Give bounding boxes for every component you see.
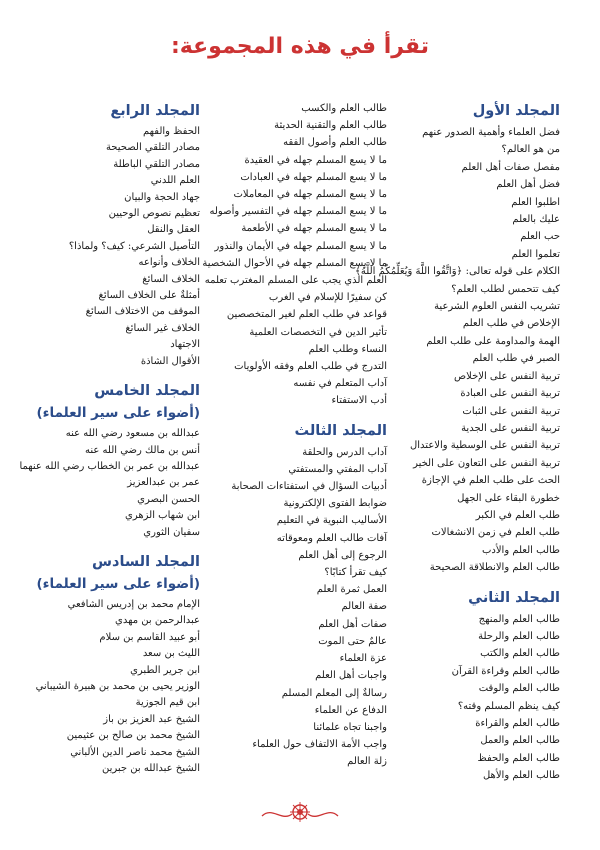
topic-item: تعلموا العلم <box>511 248 560 260</box>
topic-item: خطورة البقاء على الجهل <box>457 492 560 504</box>
topic-item: الهمة والمداومة على طلب العلم <box>426 335 560 347</box>
topic-item: طالب العلم والتقنية الحديثة <box>274 120 387 132</box>
ornament-icon <box>260 800 340 824</box>
topic-item: أمثلةٌ على الخلاف السائغ <box>98 290 200 302</box>
topic-item: عمر بن عبدالعزيز <box>127 477 200 489</box>
volume-section <box>35 553 200 777</box>
topic-item: تربية النفس على العبادة <box>460 388 560 400</box>
topic-item: ما لا يسع المسلم جهله في الأحوال الشخصية <box>202 257 387 269</box>
topic-item: العلم اللدني <box>150 175 200 187</box>
topic-item: الخلاف وأنواعه <box>138 257 200 269</box>
topic-item: الشيخ محمد ناصر الدين الألباني <box>70 746 200 758</box>
topic-item: تربية النفس على الجدية <box>461 422 560 434</box>
topic-item: كيف تقرأ كتابًا؟ <box>324 567 387 579</box>
topic-item: تربية النفس على الوسطية والاعتدال <box>410 440 560 452</box>
topic-item: ابن جرير الطبري <box>130 664 200 676</box>
topic-item: عبدالله بن عمر بن الخطاب رضي الله عنهما <box>19 460 200 472</box>
topic-item: طالب العلم والأدب <box>481 544 560 556</box>
volume-subtitle: (أضواء على سير العلماء) <box>36 575 200 592</box>
topic-item: العقل والنقل <box>147 224 200 236</box>
topic-list <box>35 124 200 370</box>
topic-item: قواعد في طلب العلم لغير المتخصصين <box>226 309 387 321</box>
topic-item: اطلبوا العلم <box>511 196 560 208</box>
topic-item: عالمٌ حتى الموت <box>318 635 387 647</box>
column-middle <box>202 100 387 783</box>
volume-section <box>212 422 387 771</box>
topic-item: الليث بن سعد <box>142 648 200 660</box>
topic-item: فضل العلماء وأهمية الصدور عنهم <box>422 127 560 138</box>
topic-item: الكلام على قوله تعالى: ﴿وَاتَّقُوا اللَّهَ وَيُعَلِّمُكُمُ اللَّهُ﴾ <box>355 266 560 278</box>
topic-item: آداب الدرس والحلقة <box>302 446 387 458</box>
volume-title: المجلد الثاني <box>468 589 560 606</box>
volume-subtitle: (أضواء على سير العلماء) <box>36 405 200 422</box>
page-title: تقرأ في هذه المجموعة: <box>170 34 430 59</box>
topic-item: واجبنا تجاه علمائنا <box>313 721 387 733</box>
topic-item: طالب العلم والعمل <box>480 735 560 747</box>
topic-item: طالب العلم والكسب <box>301 103 387 114</box>
topic-item: ما لا يسع المسلم جهله في الأيمان والنذور <box>214 240 387 252</box>
topic-item: طالب العلم والانطلاقة الصحيحة <box>429 562 560 574</box>
topic-item: الشيخ عبدالله بن جبرين <box>102 763 200 774</box>
topic-item: مصادر التلقي الباطلة <box>113 158 200 170</box>
topic-item: ابن شهاب الزهري <box>125 510 200 522</box>
volume-title: المجلد الرابع <box>110 103 200 119</box>
volume-section <box>35 102 200 370</box>
topic-item: طالب العلم والرحلة <box>478 630 560 642</box>
topic-item: مفصل صفات أهل العلم <box>461 161 560 173</box>
topic-item: كيف ينظم المسلم وقته؟ <box>457 700 560 712</box>
topic-item: ما لا يسع المسلم جهله في العقيدة <box>244 154 387 166</box>
topic-item: الوزير يحيى بن محمد بن هبيرة الشيباني <box>35 680 200 692</box>
volume-title: المجلد الأول <box>472 103 560 119</box>
volume-section <box>19 382 200 541</box>
topic-list <box>395 611 560 785</box>
topic-item: تربية النفس على التعاون على الخير <box>413 457 560 469</box>
topic-item: من هو العالم؟ <box>501 144 560 156</box>
topic-item: الإخلاص في طلب العلم <box>462 318 560 330</box>
topic-item: العلم الذي يجب على المسلم المغترب تعلمه <box>204 275 387 287</box>
topic-item: عزة العلماء <box>339 653 387 665</box>
topic-item: طالب العلم والأهل <box>482 770 560 782</box>
topic-item: ضوابط الفتوى الإلكترونية <box>283 498 387 510</box>
topic-item: رسالةٌ إلى المعلم المسلم <box>281 687 387 699</box>
topic-item: ما لا يسع المسلم جهله في العبادات <box>240 171 387 183</box>
topic-list <box>212 444 387 771</box>
volume-section <box>202 100 387 410</box>
topic-item: آداب المتعلم في نفسه <box>293 378 387 390</box>
topic-item: واجب الأمة الالتفاف حول العلماء <box>252 739 387 751</box>
topic-item: الصبر في طلب العلم <box>472 353 560 365</box>
topic-item: الشيخ محمد بن صالح بن عثيمين <box>66 730 200 742</box>
topic-item: التأصيل الشرعي: كيف؟ ولماذا؟ <box>68 240 200 252</box>
topic-item: آفات طالب العلم ومعوقاته <box>276 532 387 544</box>
topic-item: التدرج في طلب العلم وفقه الأولويات <box>234 361 387 373</box>
topic-item: تشريب النفس العلوم الشرعية <box>434 301 560 313</box>
topic-item: تربية النفس على الإخلاص <box>454 370 560 382</box>
topic-item: طالب العلم والمنهج <box>478 613 560 625</box>
topic-item: عبدالله بن مسعود رضي الله عنه <box>65 428 200 440</box>
topic-item: زلة العالم <box>347 756 387 768</box>
topic-item: سفيان الثوري <box>143 526 200 538</box>
topic-item: طلب العلم في الكبر <box>475 509 560 521</box>
topic-item: النساء وطلب العلم <box>308 343 387 355</box>
topic-item: طالب العلم والحفظ <box>477 752 560 764</box>
topic-item: تأثير الدين في التخصصات العلمية <box>249 326 387 338</box>
topic-list <box>202 100 387 410</box>
topic-item: حب العلم <box>520 231 560 243</box>
topic-item: آداب المفتي والمستفتي <box>288 463 387 475</box>
topic-item: الحفظ والفهم <box>143 126 200 137</box>
topic-item: الاجتهاد <box>170 339 200 351</box>
topic-item: مصادر التلقي الصحيحة <box>105 142 200 154</box>
topic-item: الخلاف السائغ <box>142 273 200 285</box>
topic-item: الحث على طلب العلم في الإجازة <box>421 475 560 487</box>
volume-section <box>395 589 560 785</box>
volume-title: المجلد الثالث <box>294 422 387 439</box>
topic-item: طالب العلم والقراءة <box>475 718 560 729</box>
topic-item: أبو عبيد القاسم بن سلام <box>99 631 200 643</box>
topic-item: الإمام محمد بن إدريس الشافعي <box>67 598 200 610</box>
topic-item: صفات أهل العلم <box>318 618 387 630</box>
topic-item: الرجوع إلى أهل العلم <box>298 549 387 561</box>
topic-item: الخلاف غير السائغ <box>125 322 200 334</box>
topic-item: طالب العلم والوقت <box>478 683 560 695</box>
topic-list <box>35 597 200 777</box>
topic-item: ما لا يسع المسلم جهله في المعاملات <box>233 189 387 201</box>
topic-item: ما لا يسع المسلم جهله في التفسير وأصوله <box>209 206 387 218</box>
topic-item: الدفاع عن العلماء <box>314 704 387 716</box>
topic-item: كن سفيرًا للإسلام في الغرب <box>268 292 387 304</box>
topic-item: فضل أهل العلم <box>496 179 560 191</box>
topic-item: أنس بن مالك رضي الله عنه <box>85 444 200 456</box>
topic-item: صفة العالم <box>341 601 387 613</box>
topic-item: أدبيات السؤال في استفتاءات الصحابة <box>231 481 387 493</box>
topic-item: العمل ثمرة العلم <box>316 584 387 596</box>
topic-list <box>19 426 200 541</box>
volume-title: المجلد السادس <box>92 553 200 570</box>
topic-item: تعظيم نصوص الوحيين <box>108 208 200 220</box>
topic-item: الأساليب النبوية في التعليم <box>276 515 387 527</box>
topic-item: عبدالرحمن بن مهدي <box>115 615 200 627</box>
topic-item: طالب العلم وقراءة القرآن <box>451 665 560 677</box>
topic-item: كيف تتحمس لطلب العلم؟ <box>451 283 560 295</box>
volume-title: المجلد الخامس <box>94 383 200 400</box>
topic-item: أدب الاستفتاء <box>331 395 387 407</box>
topic-item: طلب العلم في زمن الانشغالات <box>431 527 560 539</box>
topic-item: جهاد الحجة والبيان <box>124 191 200 203</box>
topic-item: واجبات أهل العلم <box>315 670 387 682</box>
topic-item: الأقوال الشاذة <box>140 355 200 367</box>
topic-item: ما لا يسع المسلم جهله في الأطعمة <box>241 223 387 235</box>
topic-item: الشيخ عبد العزيز بن باز <box>103 713 200 725</box>
topic-item: عليك بالعلم <box>512 214 560 226</box>
topic-item: تربية النفس على الثبات <box>462 405 560 417</box>
topic-item: الحسن البصري <box>137 493 200 505</box>
topic-item: الموقف من الاختلاف السائغ <box>85 306 200 318</box>
topic-item: طالب العلم وأصول الفقه <box>283 137 387 149</box>
topic-item: طالب العلم والكتب <box>480 648 560 660</box>
topic-item: ابن قيم الجوزية <box>135 697 200 709</box>
column-left <box>19 102 200 789</box>
